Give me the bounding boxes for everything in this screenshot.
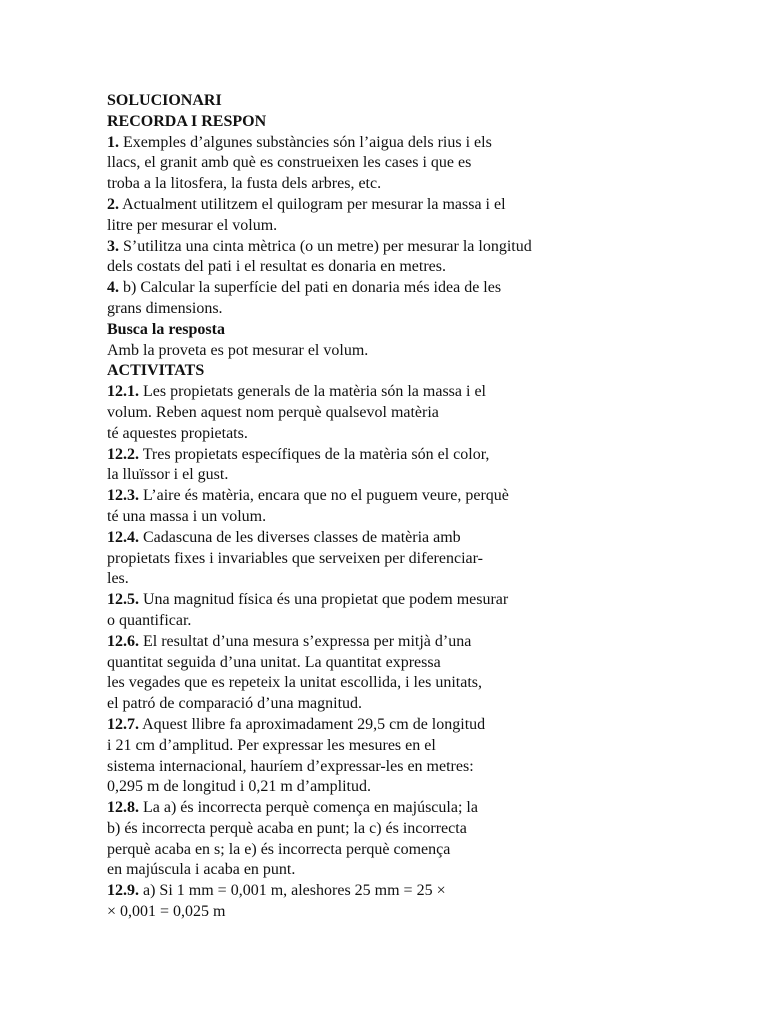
activity-item-12-5 bbox=[107, 590, 747, 632]
answer-text: Exemples d’algunes substàncies són l’aigua dels rius i els bbox=[119, 133, 492, 151]
answer-text: b) és incorrecta perquè acaba en punt; la c) és incorrecta bbox=[107, 819, 467, 837]
answer-text: a) Si 1 mm = 0,001 m, aleshores 25 mm = 25 × bbox=[139, 882, 446, 900]
answer-text: S’utilitza una cinta mètrica (o un metre) per mesurar la longitud bbox=[119, 237, 532, 255]
item-number: 2. bbox=[107, 195, 119, 213]
document-title: SOLUCIONARI bbox=[107, 92, 222, 109]
item-number: 12.9. bbox=[107, 882, 139, 900]
activity-item-12-2 bbox=[107, 445, 747, 487]
answer-text: Tres propietats específiques de la matèria són el color, bbox=[139, 445, 490, 463]
section-heading-recorda: RECORDA I RESPON bbox=[107, 112, 267, 130]
answer-item-2 bbox=[107, 195, 747, 237]
answer-item-1 bbox=[107, 133, 747, 195]
answer-text: llacs, el granit amb què es construeixen les cases i que es bbox=[107, 154, 472, 172]
answer-text: troba a la litosfera, la fusta dels arbres, etc. bbox=[107, 175, 382, 193]
answer-text: o quantificar. bbox=[107, 611, 192, 629]
activity-item-12-7 bbox=[107, 715, 747, 798]
answer-text: dels costats del pati i el resultat es donaria en metres. bbox=[107, 258, 446, 276]
answer-text: La a) és incorrecta perquè comença en majúscula; la bbox=[139, 799, 478, 817]
answer-text: les. bbox=[107, 570, 129, 588]
item-number: 12.5. bbox=[107, 591, 139, 609]
item-number: 12.4. bbox=[107, 528, 139, 546]
section-heading-busca: Busca la resposta bbox=[107, 320, 225, 338]
answer-text: quantitat seguida d’una unitat. La quantitat expressa bbox=[107, 653, 441, 671]
section-heading-activitats: ACTIVITATS bbox=[107, 362, 205, 380]
answer-text: sistema internacional, hauríem d’expressar-les en metres: bbox=[107, 757, 474, 775]
answer-text: volum. Reben aquest nom perquè qualsevol matèria bbox=[107, 403, 439, 421]
answer-text: perquè acaba en s; la e) és incorrecta perquè comença bbox=[107, 840, 451, 858]
item-number: 12.2. bbox=[107, 445, 139, 463]
activity-item-12-1 bbox=[107, 382, 747, 444]
document-page bbox=[107, 91, 747, 923]
answer-item-3 bbox=[107, 237, 747, 279]
item-number: 4. bbox=[107, 279, 119, 297]
answer-text: b) Calcular la superfície del pati en donaria més idea de les bbox=[119, 279, 502, 297]
item-number: 12.8. bbox=[107, 799, 139, 817]
activity-item-12-9 bbox=[107, 881, 747, 923]
answer-text: i 21 cm d’amplitud. Per expressar les mesures en el bbox=[107, 736, 436, 754]
activity-item-12-3 bbox=[107, 486, 747, 528]
activity-item-12-4 bbox=[107, 528, 747, 590]
answer-text: té una massa i un volum. bbox=[107, 507, 267, 525]
answer-text: 0,295 m de longitud i 0,21 m d’amplitud. bbox=[107, 778, 371, 796]
answer-text: Aquest llibre fa aproximadament 29,5 cm de longitud bbox=[139, 715, 486, 733]
answer-text: Una magnitud física és una propietat que podem mesurar bbox=[139, 591, 509, 609]
item-number: 12.6. bbox=[107, 632, 139, 650]
answer-text: L’aire és matèria, encara que no el puguem veure, perquè bbox=[139, 487, 509, 505]
answer-text: litre per mesurar el volum. bbox=[107, 216, 278, 234]
answer-text: Actualment utilitzem el quilogram per mesurar la massa i el bbox=[119, 195, 506, 213]
answer-text: la lluïssor i el gust. bbox=[107, 466, 229, 484]
item-number: 12.7. bbox=[107, 715, 139, 733]
item-number: 12.3. bbox=[107, 487, 139, 505]
busca-answer-text: Amb la proveta es pot mesurar el volum. bbox=[107, 341, 369, 359]
answer-text: les vegades que es repeteix la unitat escollida, i les unitats, bbox=[107, 674, 482, 692]
answer-text: té aquestes propietats. bbox=[107, 424, 248, 442]
item-number: 1. bbox=[107, 133, 119, 151]
answer-text: el patró de comparació d’una magnitud. bbox=[107, 695, 363, 713]
activity-item-12-6 bbox=[107, 632, 747, 715]
answer-text: propietats fixes i invariables que serveixen per diferenciar- bbox=[107, 549, 483, 567]
answer-item-4 bbox=[107, 278, 747, 320]
item-number: 12.1. bbox=[107, 383, 139, 401]
item-number: 3. bbox=[107, 237, 119, 255]
answer-text: Les propietats generals de la matèria són la massa i el bbox=[139, 383, 486, 401]
answer-text: × 0,001 = 0,025 m bbox=[107, 903, 226, 921]
answer-text: El resultat d’una mesura s’expressa per mitjà d’una bbox=[139, 632, 472, 650]
answer-text: Cadascuna de les diverses classes de matèria amb bbox=[139, 528, 461, 546]
activity-item-12-8 bbox=[107, 798, 747, 881]
answer-text: grans dimensions. bbox=[107, 299, 223, 317]
answer-text: en majúscula i acaba en punt. bbox=[107, 861, 296, 879]
